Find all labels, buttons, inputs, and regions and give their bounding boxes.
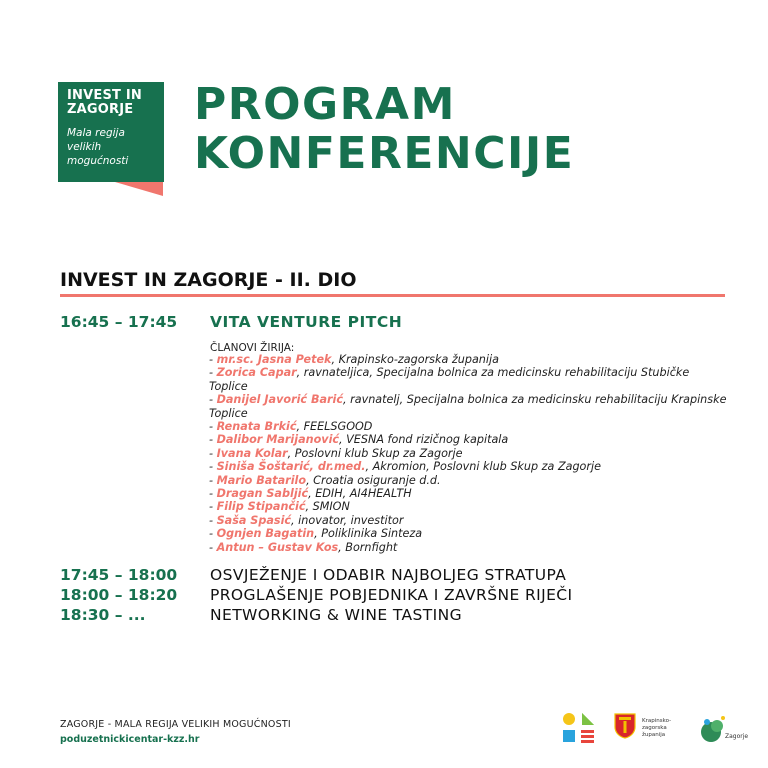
section-title: INVEST IN ZAGORJE - II. DIO	[60, 269, 357, 291]
slot-time-3: 18:30 – ...	[60, 606, 146, 624]
pitch-title: VITA VENTURE PITCH	[210, 313, 403, 331]
page-title-line2: KONFERENCIJE	[194, 128, 575, 179]
jury-member	[209, 420, 729, 433]
jury-member-name: Ivana Kolar	[216, 446, 288, 460]
jury-member	[209, 500, 729, 513]
logo-sub-line3: mogućnosti	[67, 155, 129, 167]
jury-member	[209, 353, 729, 366]
logo-title-line2: ZAGORJE	[67, 102, 134, 117]
jury-list	[209, 353, 729, 554]
jury-member	[209, 487, 729, 500]
zagorje-logo-icon	[697, 712, 749, 744]
county-label	[642, 718, 692, 739]
jury-member-prefix: -	[209, 420, 217, 434]
jury-member-affiliation: , Bornfight	[338, 540, 398, 554]
jury-member	[209, 393, 729, 420]
jury-member-name: mr.sc. Jasna Petek	[216, 353, 332, 366]
jury-member-prefix: -	[209, 393, 217, 407]
jury-member-prefix: -	[209, 366, 217, 380]
jury-member-prefix: -	[209, 446, 217, 460]
jury-member	[209, 541, 729, 554]
jury-member-name: Renata Brkić	[216, 420, 297, 434]
jury-member	[209, 527, 729, 540]
jury-member-affiliation: , Poslovni klub Skup za Zagorje	[287, 446, 463, 460]
slot-title-2: PROGLAŠENJE POBJEDNIKA I ZAVRŠNE RIJEČI	[210, 586, 573, 604]
jury-member-affiliation: , FEELSGOOD	[296, 420, 373, 434]
logo-title-line1: INVEST IN	[67, 88, 142, 103]
jury-member	[209, 460, 729, 473]
jury-member-affiliation: , VESNA fond rizičnog kapitala	[339, 433, 509, 447]
jury-member-prefix: -	[209, 540, 217, 554]
jury-member	[209, 433, 729, 446]
slot-time-2: 18:00 – 18:20	[60, 586, 178, 604]
jury-member-prefix: -	[209, 513, 217, 527]
logo-flag-shape	[115, 182, 163, 196]
jury-member	[209, 366, 729, 393]
jury-member-prefix: -	[209, 433, 217, 447]
county-label-line2: županija	[642, 732, 666, 738]
slot-time-1: 17:45 – 18:00	[60, 566, 178, 584]
zagorje-logo-text: Zagorje	[725, 733, 749, 740]
jury-member-name: Ognjen Bagatin	[216, 527, 315, 541]
jury-member-affiliation: , EDIH, AI4HEALTH	[308, 487, 412, 501]
jury-member-name: Zorica Capar	[216, 366, 297, 380]
jury-member-affiliation: , inovator, investitor	[291, 513, 404, 527]
page-title-line1: PROGRAM	[194, 79, 456, 130]
jury-member-affiliation: , ravnateljica, Specijalna bolnica za medicinsku rehabilitaciju Stubičke Toplice	[209, 366, 690, 393]
jury-member-name: Dalibor Marijanović	[216, 433, 340, 447]
footer-tagline: ZAGORJE - MALA REGIJA VELIKIH MOGUĆNOSTI	[60, 719, 291, 730]
logo-sub-line2: velikih	[67, 141, 102, 153]
jury-member-prefix: -	[209, 487, 217, 501]
jury-member-name: Siniša Šoštarić, dr.med.	[216, 460, 366, 474]
county-label-line1: Krapinsko-zagorska	[642, 718, 672, 731]
jury-member-prefix: -	[209, 473, 217, 487]
slot-title-3: NETWORKING & WINE TASTING	[210, 606, 462, 624]
footer-website-link[interactable]: poduzetnickicentar-kzz.hr	[60, 734, 200, 745]
logo-sub-line1: Mala regija	[67, 127, 125, 139]
jury-member-affiliation: , Croatia osiguranje d.d.	[306, 473, 441, 487]
pitch-time: 16:45 – 17:45	[60, 313, 178, 331]
jury-label: ČLANOVI ŽIRIJA:	[210, 342, 295, 354]
logo-subtitle	[67, 126, 128, 168]
page-title	[194, 80, 574, 178]
invest-in-zagorje-logo	[58, 82, 164, 182]
jury-member-name: Dragan Sabljić	[216, 487, 309, 501]
shapes-logo-icon	[561, 711, 597, 745]
jury-member	[209, 474, 729, 487]
jury-member-prefix: -	[209, 527, 217, 541]
jury-member-prefix: -	[209, 460, 217, 474]
jury-member	[209, 447, 729, 460]
jury-member-name: Saša Spasić	[216, 513, 292, 527]
coat-of-arms-icon	[614, 713, 636, 739]
jury-member-affiliation: , Poliklinika Sinteza	[314, 527, 423, 541]
jury-member-affiliation: , ravnatelj, Specijalna bolnica za medicinsku rehabilitaciju Krapinske Toplice	[209, 393, 727, 420]
jury-member-name: Filip Stipančić	[216, 500, 306, 514]
jury-member-affiliation: , Krapinsko-zagorska županija	[331, 353, 499, 366]
jury-member-name: Mario Batarilo	[216, 473, 307, 487]
jury-member-affiliation: , SMION	[305, 500, 350, 514]
jury-member-name: Antun – Gustav Kos	[216, 540, 339, 554]
jury-member-prefix: -	[209, 500, 217, 514]
logo-title	[67, 89, 142, 117]
jury-member	[209, 514, 729, 527]
jury-member-affiliation: , Akromion, Poslovni klub Skup za Zagorje	[365, 460, 601, 474]
slot-title-1: OSVJEŽENJE I ODABIR NAJBOLJEG STRATUPA	[210, 566, 567, 584]
jury-member-name: Danijel Javorić Barić	[216, 393, 344, 407]
section-divider	[60, 294, 725, 297]
jury-member-prefix: -	[209, 353, 217, 366]
